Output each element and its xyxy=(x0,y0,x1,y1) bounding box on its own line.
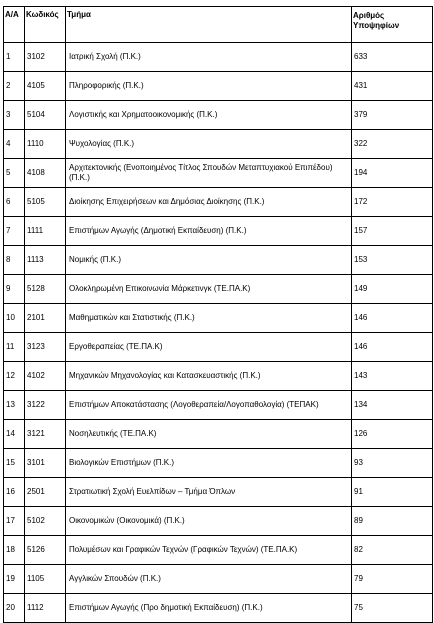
table-row xyxy=(4,130,433,159)
code-cell: 2101 xyxy=(25,304,66,333)
header-code: Κωδικός xyxy=(25,7,66,43)
table-row xyxy=(4,304,433,333)
header-row xyxy=(4,7,433,43)
header-aa: Α/Α xyxy=(4,7,25,43)
table-row xyxy=(4,594,433,623)
candidates-count-cell: 93 xyxy=(352,449,433,478)
header-candidates-line1: Αριθμός xyxy=(353,11,385,20)
candidates-count-cell: 91 xyxy=(352,478,433,507)
candidates-count-cell: 194 xyxy=(352,159,433,188)
code-cell: 1112 xyxy=(25,594,66,623)
row-number-cell: 14 xyxy=(4,420,25,449)
candidates-count-cell: 126 xyxy=(352,420,433,449)
code-cell: 4105 xyxy=(25,72,66,101)
row-number-cell: 7 xyxy=(4,217,25,246)
candidates-count-cell: 322 xyxy=(352,130,433,159)
department-cell: Εργοθεραπείας (ΤΕ.ΠΑ.Κ) xyxy=(66,333,352,362)
code-cell: 3123 xyxy=(25,333,66,362)
row-number-cell: 17 xyxy=(4,507,25,536)
table-row xyxy=(4,72,433,101)
table-row xyxy=(4,43,433,72)
candidates-sheet xyxy=(3,6,432,623)
department-cell: Επιστήμων Αγωγής (Δημοτική Εκπαίδευση) (Π.Κ.) xyxy=(66,217,352,246)
department-cell: Οικονομικών (Οικονομικά) (Π.Κ.) xyxy=(66,507,352,536)
code-cell: 5104 xyxy=(25,101,66,130)
candidates-count-cell: 79 xyxy=(352,565,433,594)
candidates-count-cell: 89 xyxy=(352,507,433,536)
code-cell: 1111 xyxy=(25,217,66,246)
row-number-cell: 13 xyxy=(4,391,25,420)
department-cell: Επιστήμων Αγωγής (Προ δημοτική Εκπαίδευση) (Π.Κ.) xyxy=(66,594,352,623)
table-row xyxy=(4,478,433,507)
table-row xyxy=(4,565,433,594)
table-row xyxy=(4,188,433,217)
row-number-cell: 18 xyxy=(4,536,25,565)
table-row xyxy=(4,333,433,362)
candidates-table xyxy=(3,6,433,623)
code-cell: 3102 xyxy=(25,43,66,72)
row-number-cell: 2 xyxy=(4,72,25,101)
candidates-count-cell: 633 xyxy=(352,43,433,72)
department-cell: Ψυχολογίας (Π.Κ.) xyxy=(66,130,352,159)
code-cell: 1113 xyxy=(25,246,66,275)
header-candidates xyxy=(352,7,433,43)
code-cell: 4108 xyxy=(25,159,66,188)
table-row xyxy=(4,536,433,565)
candidates-count-cell: 146 xyxy=(352,333,433,362)
candidates-count-cell: 172 xyxy=(352,188,433,217)
header-department: Τμήμα xyxy=(66,7,352,43)
row-number-cell: 3 xyxy=(4,101,25,130)
row-number-cell: 20 xyxy=(4,594,25,623)
department-cell: Πολυμέσων και Γραφικών Τεχνών (Γραφικών Τεχνών) (ΤΕ.ΠΑ.Κ) xyxy=(66,536,352,565)
row-number-cell: 19 xyxy=(4,565,25,594)
code-cell: 1110 xyxy=(25,130,66,159)
department-cell: Νομικής (Π.Κ.) xyxy=(66,246,352,275)
row-number-cell: 11 xyxy=(4,333,25,362)
candidates-count-cell: 143 xyxy=(352,362,433,391)
row-number-cell: 16 xyxy=(4,478,25,507)
code-cell: 5102 xyxy=(25,507,66,536)
table-row xyxy=(4,507,433,536)
candidates-count-cell: 379 xyxy=(352,101,433,130)
table-row xyxy=(4,449,433,478)
candidates-count-cell: 134 xyxy=(352,391,433,420)
row-number-cell: 12 xyxy=(4,362,25,391)
department-cell: Αρχιτεκτονικής (Ενοποιημένος Τίτλος Σπουδών Μεταπτυχιακού Επιπέδου) (Π.Κ.) xyxy=(66,159,352,188)
code-cell: 1105 xyxy=(25,565,66,594)
row-number-cell: 9 xyxy=(4,275,25,304)
department-cell: Πληροφορικής (Π.Κ.) xyxy=(66,72,352,101)
department-cell: Επιστήμων Αποκατάστασης (Λογοθεραπεία/Λογοπαθολογία) (ΤΕΠΑΚ) xyxy=(66,391,352,420)
table-body xyxy=(4,43,433,623)
department-cell: Μαθηματικών και Στατιστικής (Π.Κ.) xyxy=(66,304,352,333)
department-cell: Ολοκληρωμένη Επικοινωνία Μάρκετινγκ (ΤΕ.ΠΑ.Κ) xyxy=(66,275,352,304)
candidates-count-cell: 75 xyxy=(352,594,433,623)
candidates-count-cell: 153 xyxy=(352,246,433,275)
table-row xyxy=(4,275,433,304)
candidates-count-cell: 157 xyxy=(352,217,433,246)
code-cell: 5128 xyxy=(25,275,66,304)
candidates-count-cell: 82 xyxy=(352,536,433,565)
table-row xyxy=(4,159,433,188)
table-row xyxy=(4,391,433,420)
table-row xyxy=(4,246,433,275)
header-candidates-line2: Υποψηφίων xyxy=(353,21,400,30)
code-cell: 5105 xyxy=(25,188,66,217)
row-number-cell: 15 xyxy=(4,449,25,478)
table-row xyxy=(4,420,433,449)
department-cell: Μηχανικών Μηχανολογίας και Κατασκευαστικής (Π.Κ.) xyxy=(66,362,352,391)
row-number-cell: 8 xyxy=(4,246,25,275)
code-cell: 2501 xyxy=(25,478,66,507)
department-cell: Λογιστικής και Χρηματοοικονομικής (Π.Κ.) xyxy=(66,101,352,130)
row-number-cell: 6 xyxy=(4,188,25,217)
candidates-count-cell: 149 xyxy=(352,275,433,304)
candidates-count-cell: 431 xyxy=(352,72,433,101)
table-row xyxy=(4,217,433,246)
department-cell: Βιολογικών Επιστήμων (Π.Κ.) xyxy=(66,449,352,478)
row-number-cell: 1 xyxy=(4,43,25,72)
department-cell: Νοσηλευτικής (ΤΕ.ΠΑ.Κ) xyxy=(66,420,352,449)
candidates-count-cell: 146 xyxy=(352,304,433,333)
code-cell: 3121 xyxy=(25,420,66,449)
department-cell: Αγγλικών Σπουδών (Π.Κ.) xyxy=(66,565,352,594)
row-number-cell: 5 xyxy=(4,159,25,188)
row-number-cell: 4 xyxy=(4,130,25,159)
department-cell: Ιατρική Σχολή (Π.Κ.) xyxy=(66,43,352,72)
department-cell: Στρατιωτική Σχολή Ευελπίδων – Τμήμα Όπλων xyxy=(66,478,352,507)
row-number-cell: 10 xyxy=(4,304,25,333)
code-cell: 5126 xyxy=(25,536,66,565)
code-cell: 3122 xyxy=(25,391,66,420)
department-cell: Διοίκησης Επιχειρήσεων και Δημόσιας Διοίκησης (Π.Κ.) xyxy=(66,188,352,217)
table-row xyxy=(4,362,433,391)
table-row xyxy=(4,101,433,130)
code-cell: 4102 xyxy=(25,362,66,391)
code-cell: 3101 xyxy=(25,449,66,478)
